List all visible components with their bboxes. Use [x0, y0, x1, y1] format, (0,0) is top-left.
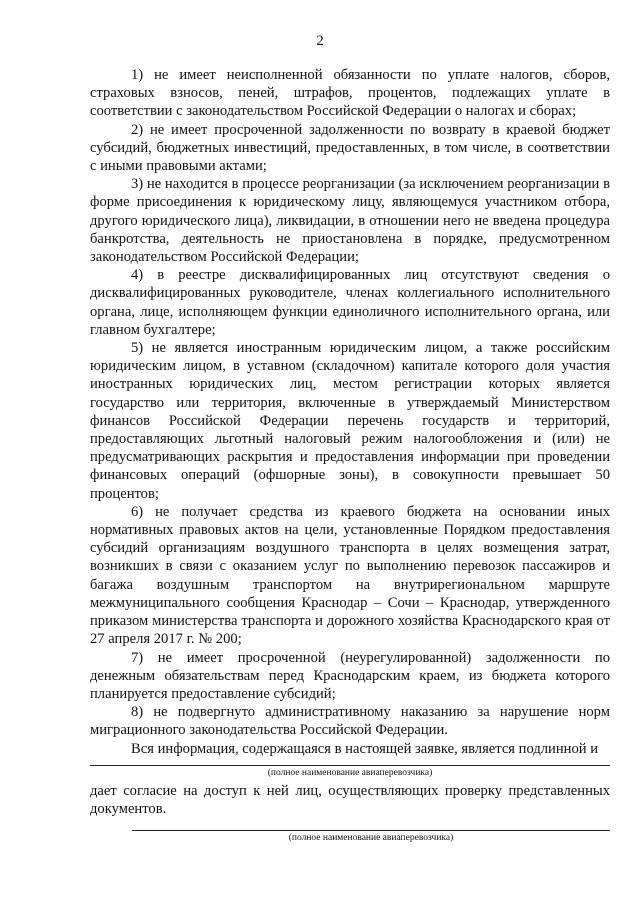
carrier-name-field-2 — [132, 830, 610, 844]
carrier-name-field-1 — [90, 765, 610, 779]
carrier-name-line-1 — [90, 765, 610, 766]
carrier-name-caption-1: (полное наименование авиаперевозчика) — [267, 767, 433, 778]
clause-8: 8) не подвергнуто административному наказанию за нарушение норм миграционного законодательства Российской Федерации. — [90, 704, 610, 739]
document-body — [90, 66, 610, 844]
consent-statement: дает согласие на доступ к ней лиц, осуществляющих проверку представленных документов. — [90, 782, 610, 817]
clause-5: 5) не является иностранным юридическим лицом, а также российским юридическим лицом, в уставном (складочном) капитале которого доля участия иностранных юридических лиц, местом регистрации которых является государство или территория, включенные в утверждаемый Министерством финансов Российской Федерации перечень государств и территорий, предоставляющих льготный налоговый режим налогообложения и (или) не предусматривающих раскрытия и предоставления информации при проведении финансовых операций (офшорные зоны), в совокупности превышает 50 процентов; — [90, 340, 610, 502]
clause-6: 6) не получает средства из краевого бюджета на основании иных нормативных правовых актов на цели, установленные Порядком предоставления субсидий организациям воздушного транспорта в целях возмещения затрат, возникших в связи с оказанием услуг по выполнению перевозок пассажиров и багажа воздушным транспортом на внутрирегиональном маршруте межмуниципального сообщения Краснодар – Сочи – Краснодар, утвержденного приказом министерства транспорта и дорожного хозяйства Краснодарского края от 27 апреля 2017 г. № 200; — [90, 503, 610, 648]
clause-4: 4) в реестре дисквалифицированных лиц отсутствуют сведения о дисквалифицированных руководителе, членах коллегиального исполнительного органа, лице, исполняющем функции единоличного исполнительного органа, или главном бухгалтере; — [90, 267, 610, 338]
clause-7: 7) не имеет просроченной (неурегулированной) задолженности по денежным обязательствам перед Краснодарским краем, из бюджета которого планируется предоставление субсидий; — [90, 649, 610, 702]
clause-1: 1) не имеет неисполненной обязанности по уплате налогов, сборов, страховых взносов, пеней, штрафов, процентов, подлежащих уплате в соответствии с законодательством Российской Федерации о налогах и сборах; — [90, 67, 610, 120]
carrier-name-line-2 — [132, 830, 610, 831]
carrier-name-caption-2: (полное наименование авиаперевозчика) — [288, 833, 454, 844]
authenticity-statement: Вся информация, содержащаяся в настоящей заявке, является подлинной и — [131, 740, 599, 757]
clause-3: 3) не находится в процессе реорганизации (за исключением реорганизации в форме присоединения к юридическому лицу, являющемуся участником отбора, другого юридического лица), ликвидации, в отношении него не введена процедура банкротства, деятельность не приостановлена в порядке, предусмотренном законодательством Российской Федерации; — [90, 176, 610, 266]
page-number: 2 — [316, 33, 324, 49]
clause-2: 2) не имеет просроченной задолженности по возврату в краевой бюджет субсидий, бюджетных инвестиций, предоставленных, в том числе, в соответствии с иными правовыми актами; — [90, 121, 610, 175]
